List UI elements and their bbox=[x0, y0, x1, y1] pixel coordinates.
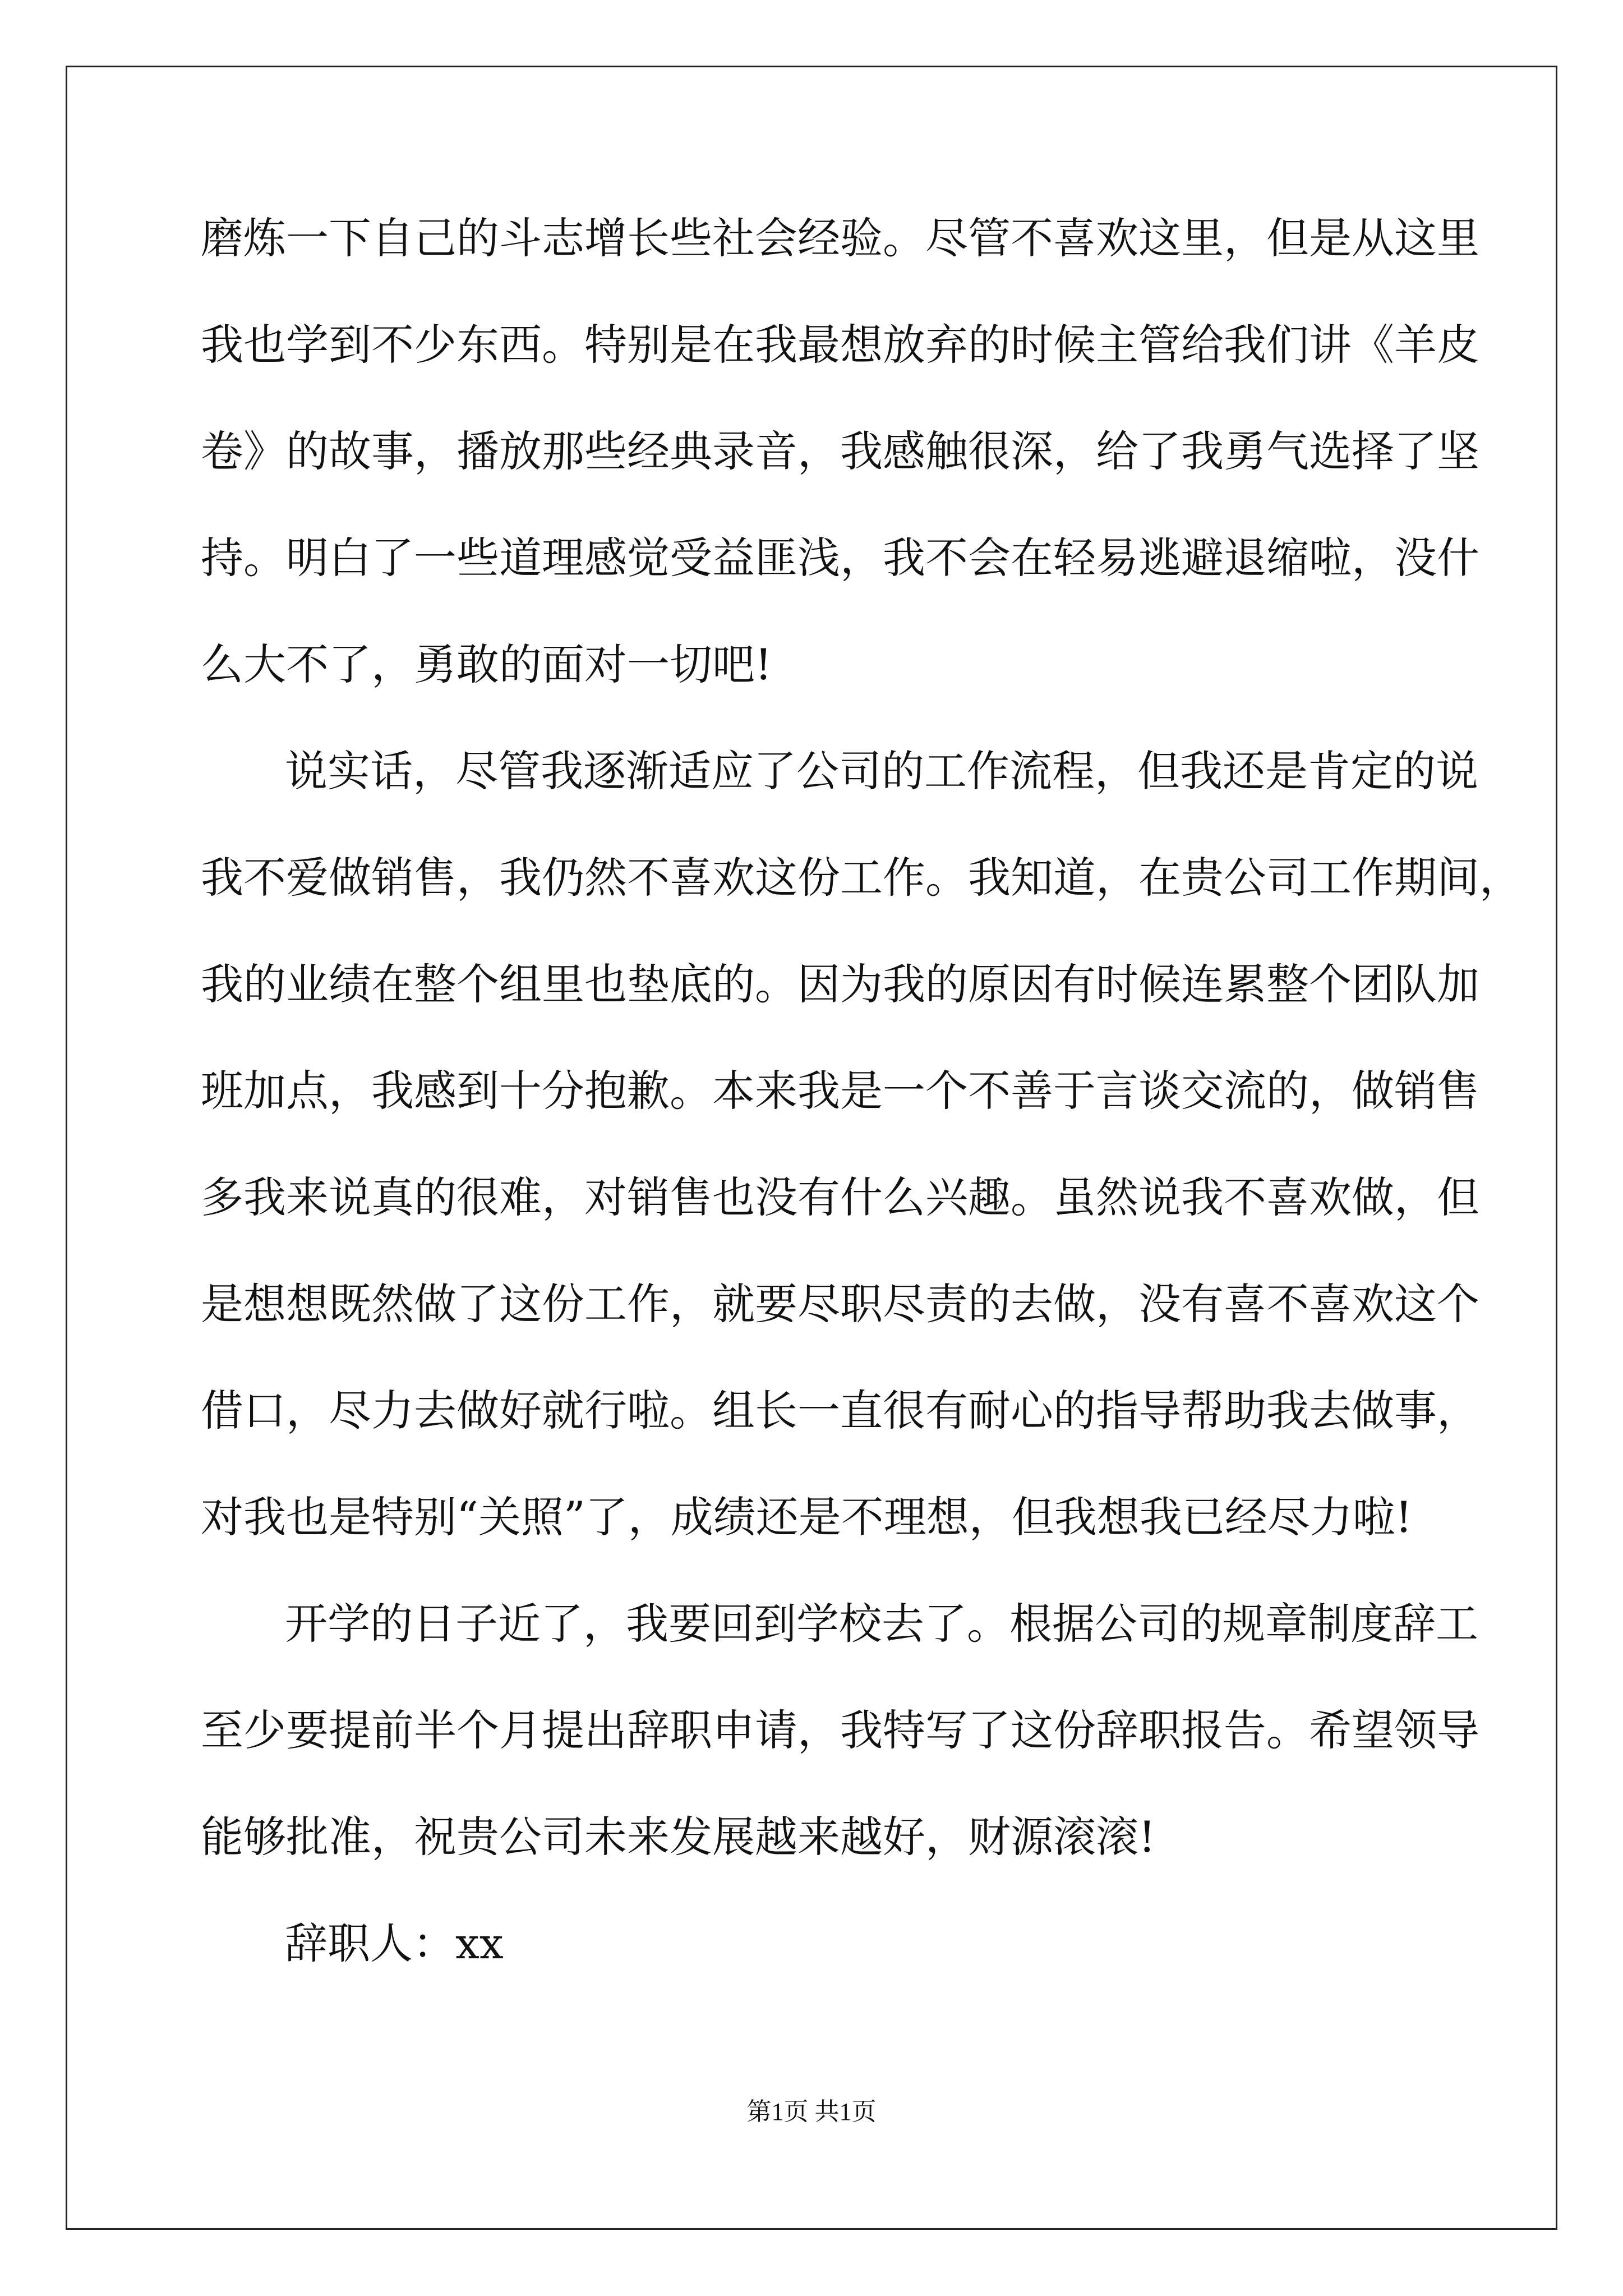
text-line: 开学的日子近了，我要回到学校去了。根据公司的规章制度辞工 bbox=[285, 1599, 1478, 1649]
text-line: 多我来说真的很难，对销售也没有什么兴趣。虽然说我不喜欢做，但 bbox=[201, 1172, 1479, 1222]
text-line: 班加点，我感到十分抱歉。本来我是一个不善于言谈交流的，做销售 bbox=[201, 1066, 1479, 1116]
page-border bbox=[66, 66, 1557, 2230]
text-line: 借口，尽力去做好就行啦。组长一直很有耐心的指导帮助我去做事， bbox=[201, 1386, 1479, 1435]
text-line: 说实话，尽管我逐渐适应了公司的工作流程，但我还是肯定的说 bbox=[285, 746, 1478, 796]
text-line: 对我也是特别“关照”了，成绩还是不理想，但我想我已经尽力啦! bbox=[201, 1492, 1413, 1542]
text-line: 我不爱做销售，我仍然不喜欢这份工作。我知道，在贵公司工作期间， bbox=[201, 853, 1522, 903]
text-line: 我也学到不少东西。特别是在我最想放弃的时候主管给我们讲《羊皮 bbox=[201, 320, 1479, 370]
text-line: 持。明白了一些道理感觉受益匪浅，我不会在轻易逃避退缩啦，没什 bbox=[201, 533, 1479, 583]
signature-line: 辞职人：xx bbox=[285, 1918, 504, 1968]
text-line: 磨炼一下自己的斗志增长些社会经验。尽管不喜欢这里，但是从这里 bbox=[201, 213, 1479, 263]
text-line: 我的业绩在整个组里也垫底的。因为我的原因有时候连累整个团队加 bbox=[201, 959, 1479, 1009]
text-line: 么大不了，勇敢的面对一切吧! bbox=[201, 639, 772, 689]
text-line: 卷》的故事，播放那些经典录音，我感触很深，给了我勇气选择了坚 bbox=[201, 426, 1479, 476]
page-number: 第1页 共1页 bbox=[746, 2098, 877, 2125]
text-line: 至少要提前半个月提出辞职申请，我特写了这份辞职报告。希望领导 bbox=[201, 1705, 1479, 1755]
text-line: 能够批准，祝贵公司未来发展越来越好，财源滚滚! bbox=[201, 1812, 1156, 1862]
text-line: 是想想既然做了这份工作，就要尽职尽责的去做，没有喜不喜欢这个 bbox=[201, 1279, 1479, 1329]
